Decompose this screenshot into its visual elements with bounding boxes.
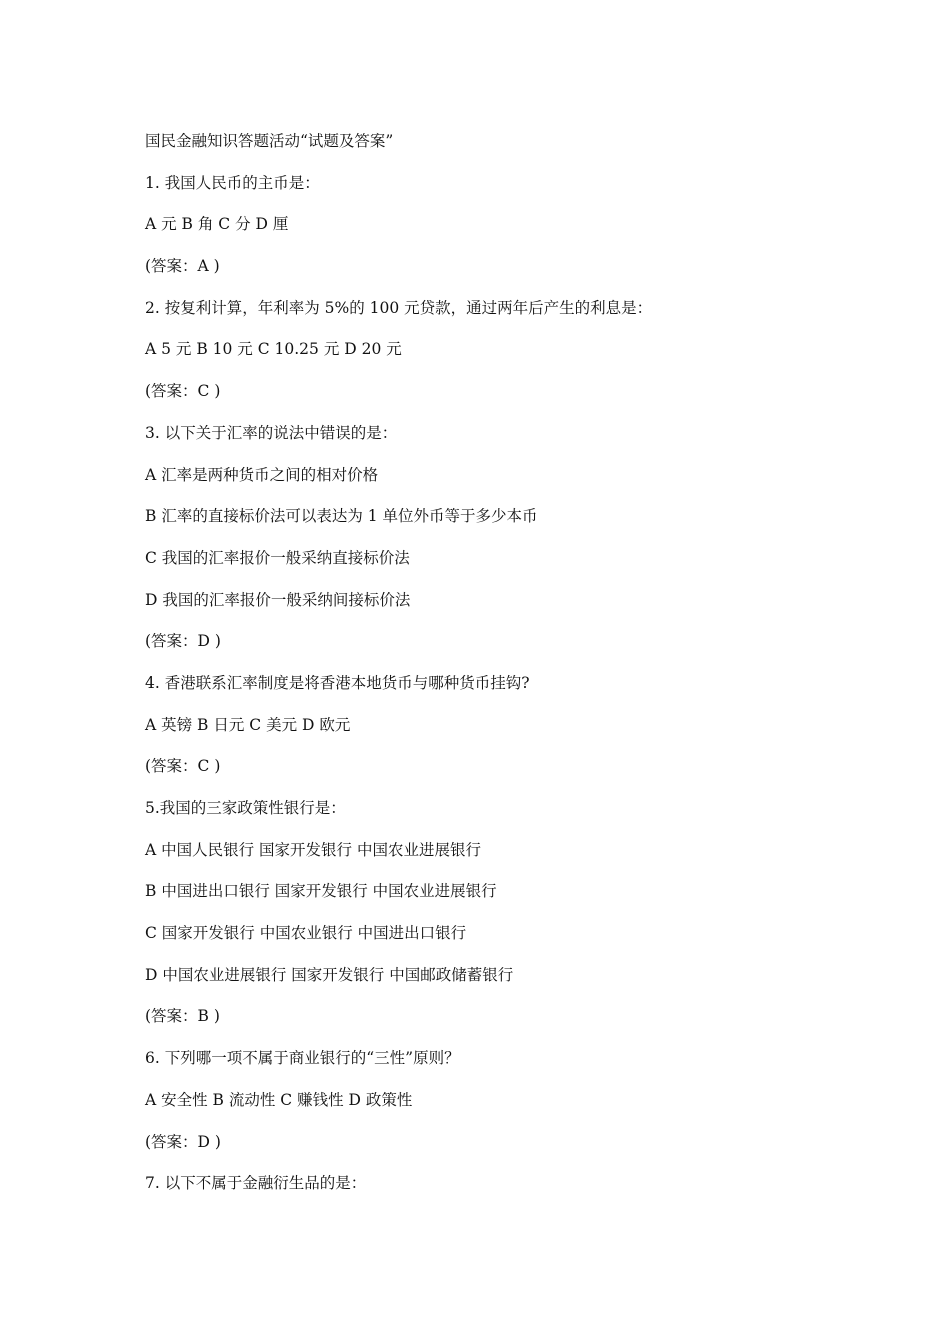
- document-title: 国民金融知识答题活动“试题及答案”: [145, 132, 394, 150]
- question-5: 5.我国的三家政策性银行是：: [145, 799, 346, 817]
- question-6: 6. 下列哪一项不属于商业银行的“三性”原则？: [145, 1049, 460, 1068]
- question-3-option-b: B 汇率的直接标价法可以表达为 1 单位外币等于多少本币: [145, 507, 538, 526]
- question-3: 3. 以下关于汇率的说法中错误的是：: [145, 423, 398, 442]
- question-7: 7. 以下不属于金融衍生品的是：: [145, 1174, 367, 1193]
- question-1-answer: (答案：A ): [145, 257, 220, 276]
- question-3-option-c: C 我国的汇率报价一般采纳直接标价法: [145, 548, 410, 567]
- question-2-answer: (答案：C ): [145, 382, 221, 401]
- question-5-option-a: A 中国人民银行 国家开发银行 中国农业进展银行: [145, 840, 481, 859]
- question-2: 2. 按复利计算，年利率为 5%的 100 元贷款，通过两年后产生的利息是：: [145, 298, 653, 317]
- question-3-option-d: D 我国的汇率报价一般采纳间接标价法: [145, 590, 411, 609]
- question-3-option-a: A 汇率是两种货币之间的相对价格: [145, 465, 379, 484]
- question-4-answer: (答案：C ): [145, 757, 221, 776]
- question-5-answer: (答案：B ): [145, 1007, 220, 1026]
- question-5-option-b: B 中国进出口银行 国家开发银行 中国农业进展银行: [145, 882, 497, 901]
- question-4-options: A 英镑 B 日元 C 美元 D 欧元: [145, 715, 351, 734]
- question-6-options: A 安全性 B 流动性 C 赚钱性 D 政策性: [145, 1090, 413, 1109]
- document-body: [145, 127, 845, 1211]
- question-5-option-c: C 国家开发银行 中国农业银行 中国进出口银行: [145, 924, 467, 943]
- question-1-options: A 元 B 角 C 分 D 厘: [145, 215, 289, 234]
- question-2-options: A 5 元 B 10 元 C 10.25 元 D 20 元: [145, 340, 402, 359]
- question-1: 1. 我国人民币的主币是：: [145, 173, 320, 192]
- question-4: 4. 香港联系汇率制度是将香港本地货币与哪种货币挂钩?: [145, 673, 530, 692]
- question-6-answer: (答案：D ): [145, 1132, 221, 1151]
- question-5-option-d: D 中国农业进展银行 国家开发银行 中国邮政储蓄银行: [145, 965, 514, 984]
- question-3-answer: (答案：D ): [145, 632, 221, 651]
